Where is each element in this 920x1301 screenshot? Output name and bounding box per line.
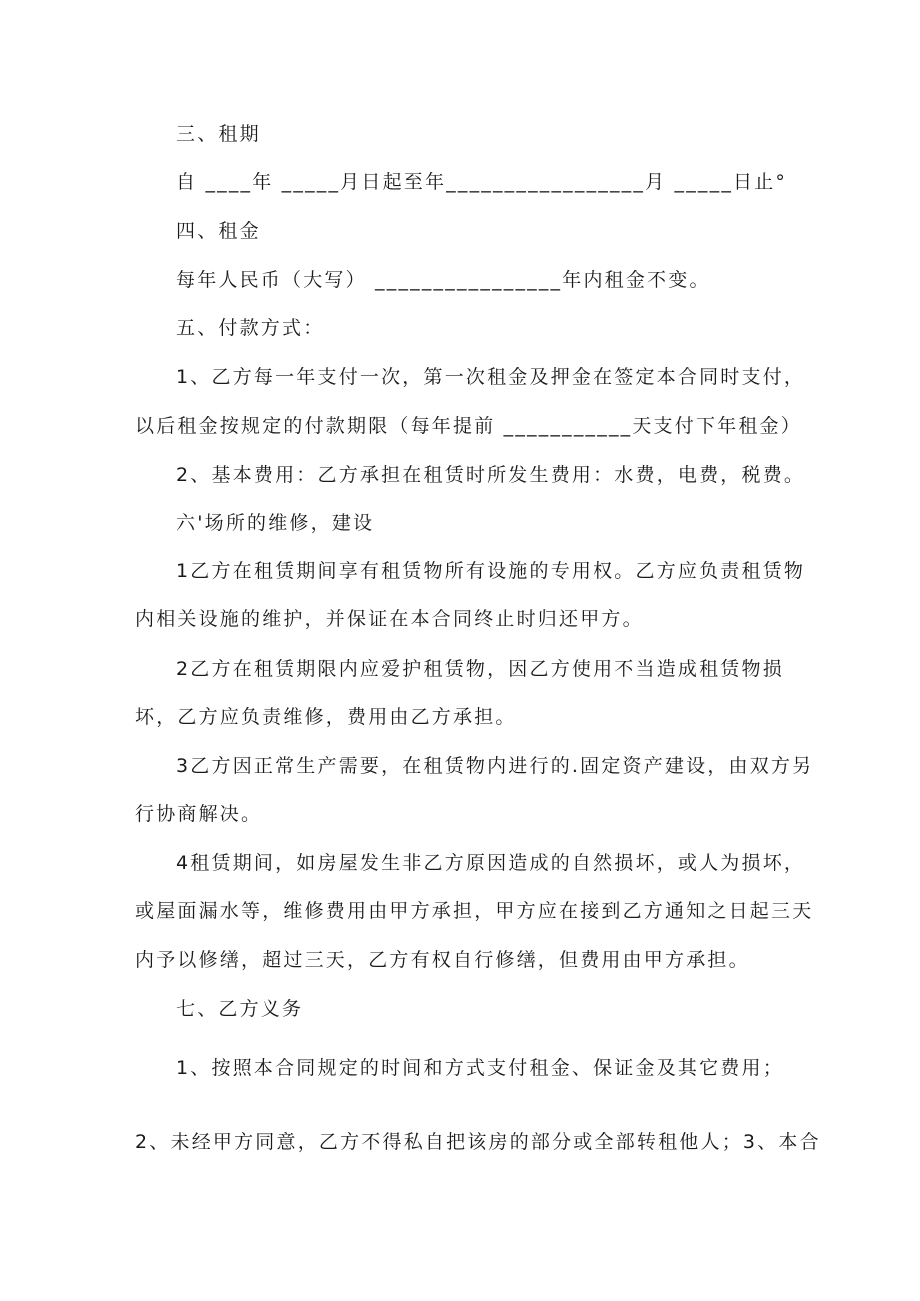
- obligation-clause-2-3: 2、未经甲方同意，乙方不得私自把该房的部分或全部转租他人；3、本合: [135, 1131, 821, 1153]
- maintenance-clause-2-line-2: 坏，乙方应负责维修，费用由乙方承担。: [135, 706, 517, 728]
- payment-clause-1-line-2: 以后租金按规定的付款期限（每年提前 ___________天支付下年租金）: [135, 415, 802, 437]
- heading-lease-term: 三、租期: [176, 123, 261, 145]
- maintenance-clause-1-line-1: 1乙方在租赁期间享有租赁物所有设施的专用权。乙方应负责租赁物: [176, 560, 806, 582]
- maintenance-clause-3-line-2: 行协商解决。: [135, 803, 263, 825]
- lease-term-dates: 自 ____年 _____月日起至年_________________月 _____日止°: [176, 171, 788, 193]
- maintenance-clause-4-line-2: 或屋面漏水等，维修费用由甲方承担，甲方应在接到乙方通知之日起三天: [135, 900, 814, 922]
- payment-clause-1-line-1: 1、乙方每一年支付一次，第一次租金及押金在签定本合同时支付，: [176, 366, 806, 388]
- maintenance-clause-3-line-1: 3乙方因正常生产需要，在租赁物内进行的.固定资产建设，由双方另: [176, 755, 814, 777]
- maintenance-clause-2-line-1: 2乙方在租赁期限内应爱护租赁物，因乙方使用不当造成租赁物损: [176, 658, 784, 680]
- heading-tenant-obligations: 七、乙方义务: [176, 998, 304, 1020]
- heading-payment-method: 五、付款方式：: [176, 317, 325, 339]
- rent-amount: 每年人民币（大写） ________________年内租金不变。: [176, 269, 711, 291]
- obligation-clause-1: 1、按照本合同规定的时间和方式支付租金、保证金及其它费用；: [176, 1057, 784, 1079]
- payment-clause-2: 2、基本费用：乙方承担在租赁时所发生费用：水费，电费，税费。: [176, 464, 806, 486]
- heading-rent: 四、租金: [176, 220, 261, 242]
- maintenance-clause-4-line-3: 内予以修缮，超过三天，乙方有权自行修缮，但费用由甲方承担。: [135, 949, 750, 971]
- maintenance-clause-1-line-2: 内相关设施的维护，并保证在本合同终止时归还甲方。: [135, 608, 644, 630]
- maintenance-clause-4-line-1: 4租赁期间，如房屋发生非乙方原因造成的自然损坏，或人为损坏，: [176, 852, 806, 874]
- heading-maintenance: 六'场所的维修，建设: [176, 512, 375, 534]
